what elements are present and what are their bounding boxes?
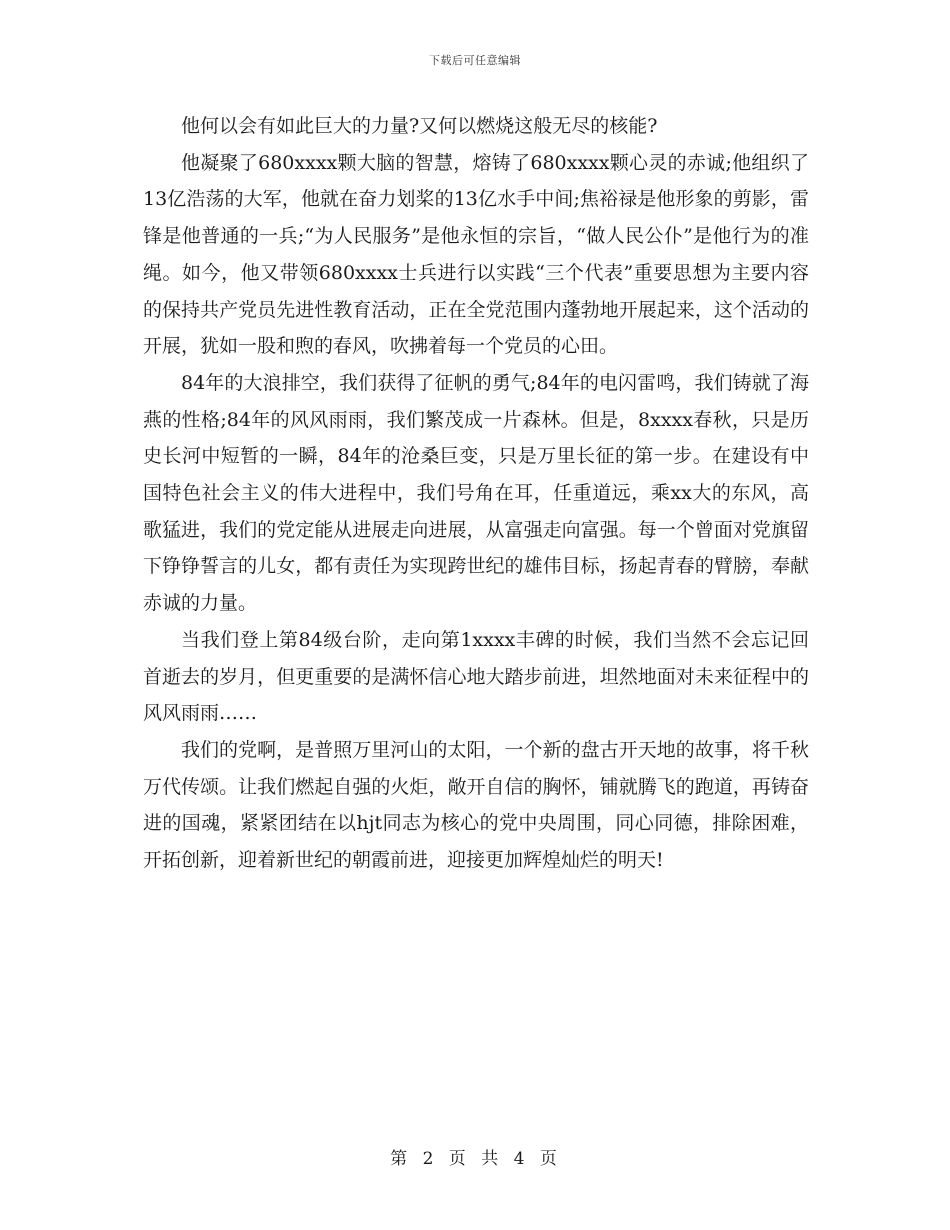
paragraph: 他凝聚了680xxxx颗大脑的智慧，熔铸了680xxxx颗心灵的赤诚;他组织了13亿浩荡的大军，他就在奋力划桨的13亿水手中间;焦裕禄是他形象的剪影，雷锋是他普通的一兵;“为人民服务”是他永恒的宗旨，“做人民公仆”是他行为的准绳。如今，他又带领680xxxx士兵进行以实践“三个代表”重要思想为主要内容的保持共产党员先进性教育活动，正在全党范围内蓬勃地开展起来，这个活动的开展，犹如一股和煦的春风，吹拂着每一个党员的心田。 <box>143 151 809 358</box>
document-body <box>143 108 809 879</box>
paragraph: 他何以会有如此巨大的力量?又何以燃烧这般无尽的核能? <box>181 115 658 137</box>
paragraph: 我们的党啊，是普照万里河山的太阳，一个新的盘古开天地的故事，将千秋万代传颂。让我们燃起自强的火炬，敞开自信的胸怀，铺就腾飞的跑道，再铸奋进的国魂，紧紧团结在以hjt同志为核心的党中央周围，同心同德，排除困难，开拓创新，迎着新世纪的朝霞前进，迎接更加辉煌灿烂的明天! <box>143 738 809 872</box>
page-number-footer: 第 2 页 共 4 页 <box>390 1149 560 1169</box>
page-header: 下载后可任意编辑 <box>429 54 521 67</box>
paragraph: 84年的大浪排空，我们获得了征帆的勇气;84年的电闪雷鸣，我们铸就了海燕的性格;84年的风风雨雨，我们繁茂成一片森林。但是，8xxxx春秋，只是历史长河中短暂的一瞬，84年的沧桑巨变，只是万里长征的第一步。在建设有中国特色社会主义的伟大进程中，我们号角在耳，任重道远，乘xx大的东风，高歌猛进，我们的党定能从进展走向进展，从富强走向富强。每一个曾面对党旗留下铮铮誓言的儿女，都有责任为实现跨世纪的雄伟目标，扬起青春的臂膀，奉献赤诚的力量。 <box>143 371 809 615</box>
paragraph: 当我们登上第84级台阶，走向第1xxxx丰碑的时候，我们当然不会忘记回首逝去的岁月，但更重要的是满怀信心地大踏步前进，坦然地面对未来征程中的风风雨雨…… <box>143 628 809 725</box>
